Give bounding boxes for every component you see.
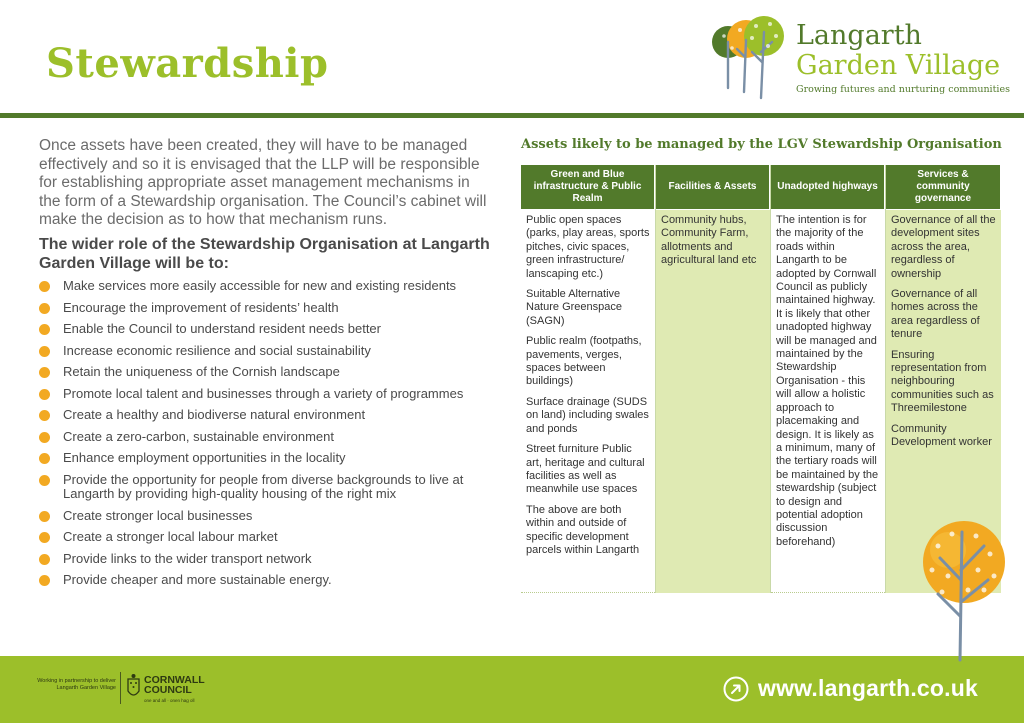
web-link-icon[interactable] xyxy=(723,676,749,702)
council-crest-icon xyxy=(126,673,141,701)
list-item xyxy=(39,530,499,545)
column-header: Services & community governance xyxy=(886,165,1001,209)
list-item-text: Provide links to the wider transport network xyxy=(63,550,312,566)
list-item-text: Enhance employment opportunities in the locality xyxy=(63,450,346,465)
table-cell: Public realm (footpaths, pavements, verges, spaces between buildings) xyxy=(526,335,642,388)
bullet-dot-icon xyxy=(39,554,50,565)
list-item-text: Create a healthy and biodiverse natural environment xyxy=(63,407,366,422)
table-cell: Ensuring representation from neighbouring communities such as Threemilestone xyxy=(891,348,994,415)
bullet-dot-icon xyxy=(39,389,50,400)
footer-divider xyxy=(120,672,121,704)
bullet-dot-icon xyxy=(39,324,50,335)
list-item-text: Enable the Council to understand resident needs better xyxy=(63,321,381,336)
column-header: Unadopted highways xyxy=(771,165,885,209)
list-item-text: Provide the opportunity for people from diverse backgrounds to live at Langarth by providing high-quality housing of the right mix xyxy=(63,471,464,501)
bullet-dot-icon xyxy=(39,511,50,522)
bullet-dot-icon xyxy=(39,367,50,378)
table-cell: Street furniture Public art, heritage and cultural facilities as well as meanwhile use spaces xyxy=(526,443,645,496)
table-column-facilities xyxy=(656,165,771,593)
bullet-dot-icon xyxy=(39,453,50,464)
list-item-text: Encourage the improvement of residents’ health xyxy=(63,299,339,315)
table-cell: Governance of all homes across the area regardless of tenure xyxy=(891,288,980,341)
brand-name: Langarth xyxy=(796,20,922,51)
website-link[interactable]: www.langarth.co.uk xyxy=(758,675,978,701)
list-item xyxy=(39,473,499,502)
list-item xyxy=(39,322,499,337)
table-cell: Public open spaces (parks, play areas, sports pitches, civic spaces, green infrastructure/ lanscaping etc.) xyxy=(526,214,650,280)
table-cell: Suitable Alternative Nature Greenspace (SAGN) xyxy=(526,288,622,327)
bullet-dot-icon xyxy=(39,532,50,543)
list-item xyxy=(39,430,499,445)
list-item-text: Create stronger local businesses xyxy=(63,507,253,523)
header-divider xyxy=(0,113,1024,118)
list-item xyxy=(39,408,499,423)
list-item xyxy=(39,451,499,466)
list-item xyxy=(39,552,499,567)
column-header: Facilities & Assets xyxy=(656,165,770,209)
bullet-dot-icon xyxy=(39,281,50,292)
table-cell: Community hubs, Community Farm, allotments and agricultural land etc xyxy=(661,214,757,267)
list-item xyxy=(39,387,499,402)
table-column-highways xyxy=(771,165,886,593)
list-item-text: Promote local talent and businesses through a variety of programmes xyxy=(63,385,464,401)
roles-subheading: The wider role of the Stewardship Organisation at Langarth Garden Village will be to: xyxy=(39,236,490,272)
table-title: Assets likely to be managed by the LGV Stewardship Organisation xyxy=(521,137,1002,152)
list-item xyxy=(39,365,499,380)
column-body xyxy=(656,209,770,593)
list-item xyxy=(39,573,499,588)
intro-paragraph: Once assets have been created, they will have to be managed effectively and so it is envisaged that the LLP will be responsible for establishing appropriate asset management mechanisms in the form of a Stewardship organisation. The Council’s cabinet will make the decision as to how that mechanism runs. xyxy=(39,137,487,228)
bullet-dot-icon xyxy=(39,432,50,443)
column-header: Green and Blue infrastructure & Public Realm xyxy=(521,165,655,209)
list-item xyxy=(39,344,499,359)
table-cell: Surface drainage (SUDS on land) including swales and ponds xyxy=(526,395,649,435)
council-motto: one and all · onen hag oll xyxy=(144,698,195,703)
column-body xyxy=(521,209,655,593)
brand-subname: Garden Village xyxy=(796,50,1001,81)
partner-text: Working in partnership to deliver Langarth Garden Village xyxy=(37,678,116,691)
table-cell: Community Development worker xyxy=(891,422,992,449)
table-cell: The above are both within and outside of specific development parcels within Langarth xyxy=(526,503,640,556)
list-item-text: Make services more easily accessible for new and existing residents xyxy=(63,278,457,293)
bullet-dot-icon xyxy=(39,410,50,421)
bullet-dot-icon xyxy=(39,346,50,357)
list-item-text: Retain the uniqueness of the Cornish landscape xyxy=(63,364,340,379)
list-item-text: Provide cheaper and more sustainable energy. xyxy=(63,572,332,587)
council-name xyxy=(144,675,205,695)
bullet-dot-icon xyxy=(39,303,50,314)
roles-list xyxy=(39,279,499,595)
table-column-green-blue xyxy=(521,165,656,593)
list-item xyxy=(39,509,499,524)
bullet-dot-icon xyxy=(39,575,50,586)
page-title: Stewardship xyxy=(46,40,329,87)
council-name-line2: COUNCIL xyxy=(144,684,192,696)
list-item-text: Create a zero-carbon, sustainable environment xyxy=(63,428,334,444)
table-cell: Governance of all the development sites across the area, regardless of ownership xyxy=(891,214,996,280)
brand-tagline: Growing futures and nurturing communities xyxy=(796,84,1010,95)
council-name-line1: CORNWALL xyxy=(144,674,205,686)
tree-logo-icon xyxy=(706,12,792,102)
list-item xyxy=(39,301,499,316)
column-body xyxy=(771,209,885,593)
decorative-tree-icon xyxy=(918,520,1010,662)
list-item-text: Create a stronger local labour market xyxy=(63,529,278,544)
list-item-text: Increase economic resilience and social sustainability xyxy=(63,342,371,358)
table-cell: The intention is for the majority of the roads within Langarth to be adopted by Cornwall Council as publicly maintained highway. It is likely that other unadopted highway will be managed and maintained by the Stewardship Organisation - this will allow a holistic approach to placemaking and design. It is likely as a minimum, many of the tertiary roads will be maintained by the stewardship (subject to design and potential adoption discussion beforehand) xyxy=(776,214,879,548)
bullet-dot-icon xyxy=(39,475,50,486)
list-item xyxy=(39,279,499,294)
